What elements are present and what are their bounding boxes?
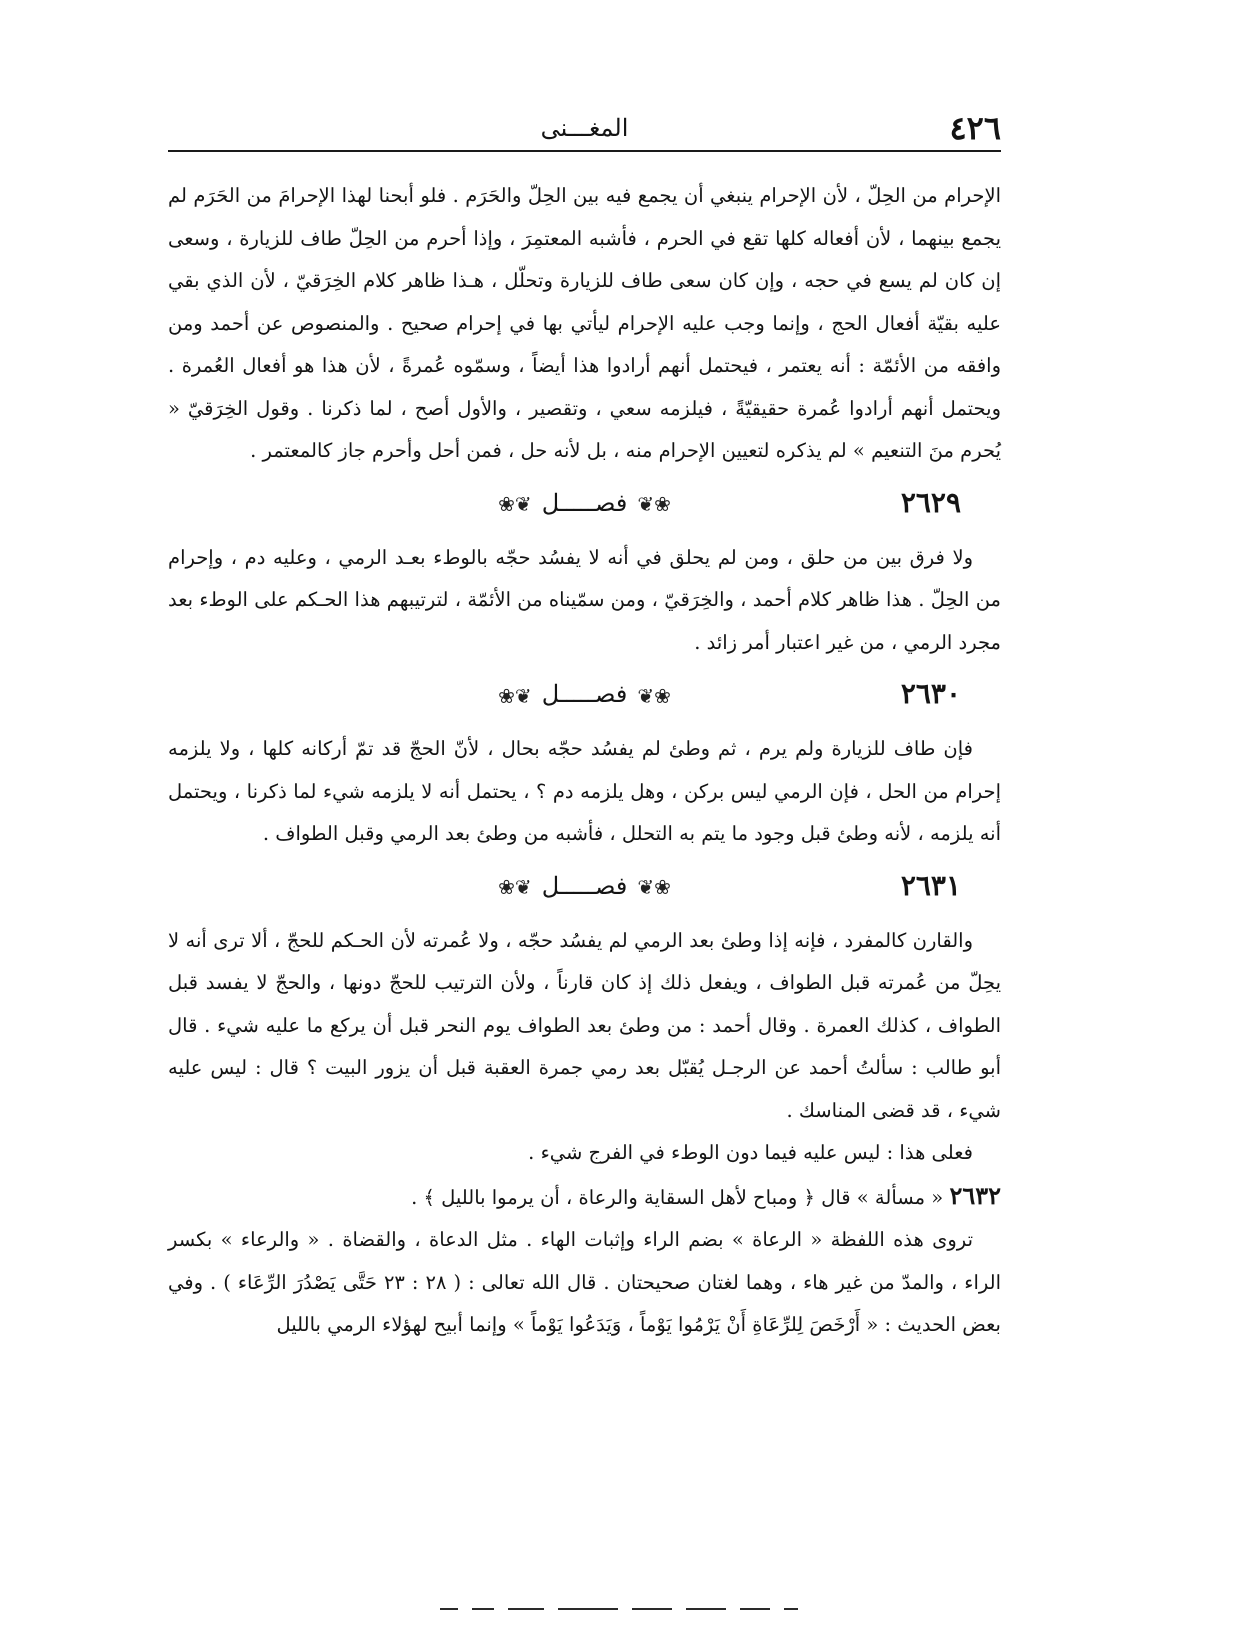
paragraph: الإحرام من الحِلّ ، لأن الإحرام ينبغي أن يجمع فيه بين الحِلّ والحَرَم . فلو أبحنا لهذا الإحرامَ من الحَرَم لم يجمع بينهما ، لأن أفعاله كلها تقع في الحرم ، فأشبه المعتمِرَ ، وإذا أحرم من الحِلّ طاف للزيارة ، وسعى إن كان لم يسع في حجه ، وإن كان سعى طاف للزيارة وتحلّل ، هـذا ظاهر كلام الخِرَقيّ ، لأن الذي بقي عليه بقيّة أفعال الحج ، وإنما وجب عليه الإحرام ليأتي بها في إحرام صحيح . والمنصوص عن أحمد ومن وافقه من الأئمّة : أنه يعتمر ، فيحتمل أنهم أرادوا هذا أيضاً ، وسمّوه عُمرةً ، لأن هذا هو أفعال العُمرة . ويحتمل أنهم أرادوا عُمرة حقيقيّةً ، فيلزمه سعي ، وتقصير ، والأول أصح ، لما ذكرنا . وقول الخِرَقيّ « يُحرم منَ التنعيم » لم يذكره لتعيين الإحرام منه ، بل لأنه حل ، فمن أحل وأحرم جاز كالمعتمر . <box>168 184 1001 462</box>
page-number: ٤٢٦ <box>949 109 1001 147</box>
ornament-icon: ❀❦ <box>637 683 671 708</box>
section-heading <box>168 670 1001 720</box>
paragraph: تروى هذه اللفظة « الرعاة » بضم الراء وإثبات الهاء . مثل الدعاة ، والقضاة . « والرعاء » بكسر الراء ، والمدّ من غير هاء ، وهما لغتان صحيحتان . قال الله تعالى : ( ٢٨ : ٢٣ حَتَّى يَصْدُرَ الرِّعَاء ) . وفي بعض الحديث : « أَرْخَصَ لِلرِّعَاةِ أَنْ يَرْمُوا يَوْماً ، وَيَدَعُوا يَوْماً » وإنما أبيح لهؤلاء الرمي بالليل <box>168 1228 1002 1336</box>
section-title: فصـــــل <box>541 680 628 708</box>
masala-label: « مسألة » <box>856 1185 944 1209</box>
body-text <box>168 175 1001 1347</box>
ornament-icon: ❦❀ <box>498 875 532 899</box>
paragraph: فعلى هذا : ليس عليه فيما دون الوطء في الفرج شيء . <box>528 1141 973 1164</box>
section-number: ٢٦٣١ <box>900 868 961 902</box>
masala-text: قال ﴿ ومباح لأهل السقاية والرعاة ، أن يرموا بالليل ﴾ . <box>411 1185 851 1209</box>
ornament-icon: ❀❦ <box>637 492 671 516</box>
section-heading <box>168 479 1001 529</box>
paragraph: ولا فرق بين من حلق ، ومن لم يحلق في أنه لا يفسُد حجّه بالوطء بعـد الرمي ، وعليه دم ، وإحرام من الحِلّ . هذا ظاهر كلام أحمد ، والخِرَقيّ ، ومن سمّيناه من الأئمّة ، لترتيبهم هذا الحـكم على الوطء بعد مجرد الرمي ، من غير اعتبار أمر زائد . <box>168 545 1001 654</box>
ornament-icon: ❦❀ <box>498 492 532 516</box>
masala-line <box>168 1175 1001 1220</box>
section-title: فصـــــل <box>541 488 628 517</box>
section-title: فصـــــل <box>541 871 628 900</box>
section-heading <box>168 862 1001 912</box>
running-title: المغـــنى <box>540 114 629 142</box>
ornament-icon: ❦❀ <box>498 683 532 708</box>
section-number: ٢٦٢٩ <box>900 485 961 519</box>
footer-rule <box>440 1608 910 1612</box>
section-number: ٢٦٣٠ <box>900 677 961 710</box>
section-title-wrap <box>168 866 1001 908</box>
masala-number: ٢٦٣٢ <box>949 1180 1001 1210</box>
section-title-wrap <box>168 674 1001 716</box>
section-title-wrap <box>168 483 1001 525</box>
paragraph: والقارن كالمفرد ، فإنه إذا وطئ بعد الرمي لم يفسُد حجّه ، ولا عُمرته لأن الحـكم للحجّ ، ألا ترى أنه لا يحِلّ من عُمرته قبل الطواف ، ويفعل ذلك إذ كان قارناً ، ولأن الترتيب للحجّ دونها ، والحجّ لا يفسد قبل الطواف ، كذلك العمرة . وقال أحمد : من وطئ بعد الطواف يوم النحر قبل أن يركع ما عليه شيء . قال أبو طالب : سألتُ أحمد عن الرجـل يُقبّل بعد رمي جمرة العقبة قبل أن يزور البيت ؟ قال : ليس عليه شيء ، قد قضى المناسك . <box>168 928 1001 1122</box>
page-header <box>168 108 1001 152</box>
ornament-icon: ❀❦ <box>637 875 671 899</box>
paragraph: فإن طاف للزيارة ولم يرم ، ثم وطئ لم يفسُد حجّه بحال ، لأنّ الحجّ قد تمّ أركانه كلها ، ولا يلزمه إحرام من الحل ، فإن الرمي ليس بركن ، وهل يلزمه دم ؟ ، يحتمل أنه لا يلزمه شيء لما ذكرنا ، ويحتمل أنه يلزمه ، لأنه وطئ قبل وجود ما يتم به التحلل ، فأشبه من وطئ بعد الرمي وقبل الطواف . <box>168 737 1001 845</box>
